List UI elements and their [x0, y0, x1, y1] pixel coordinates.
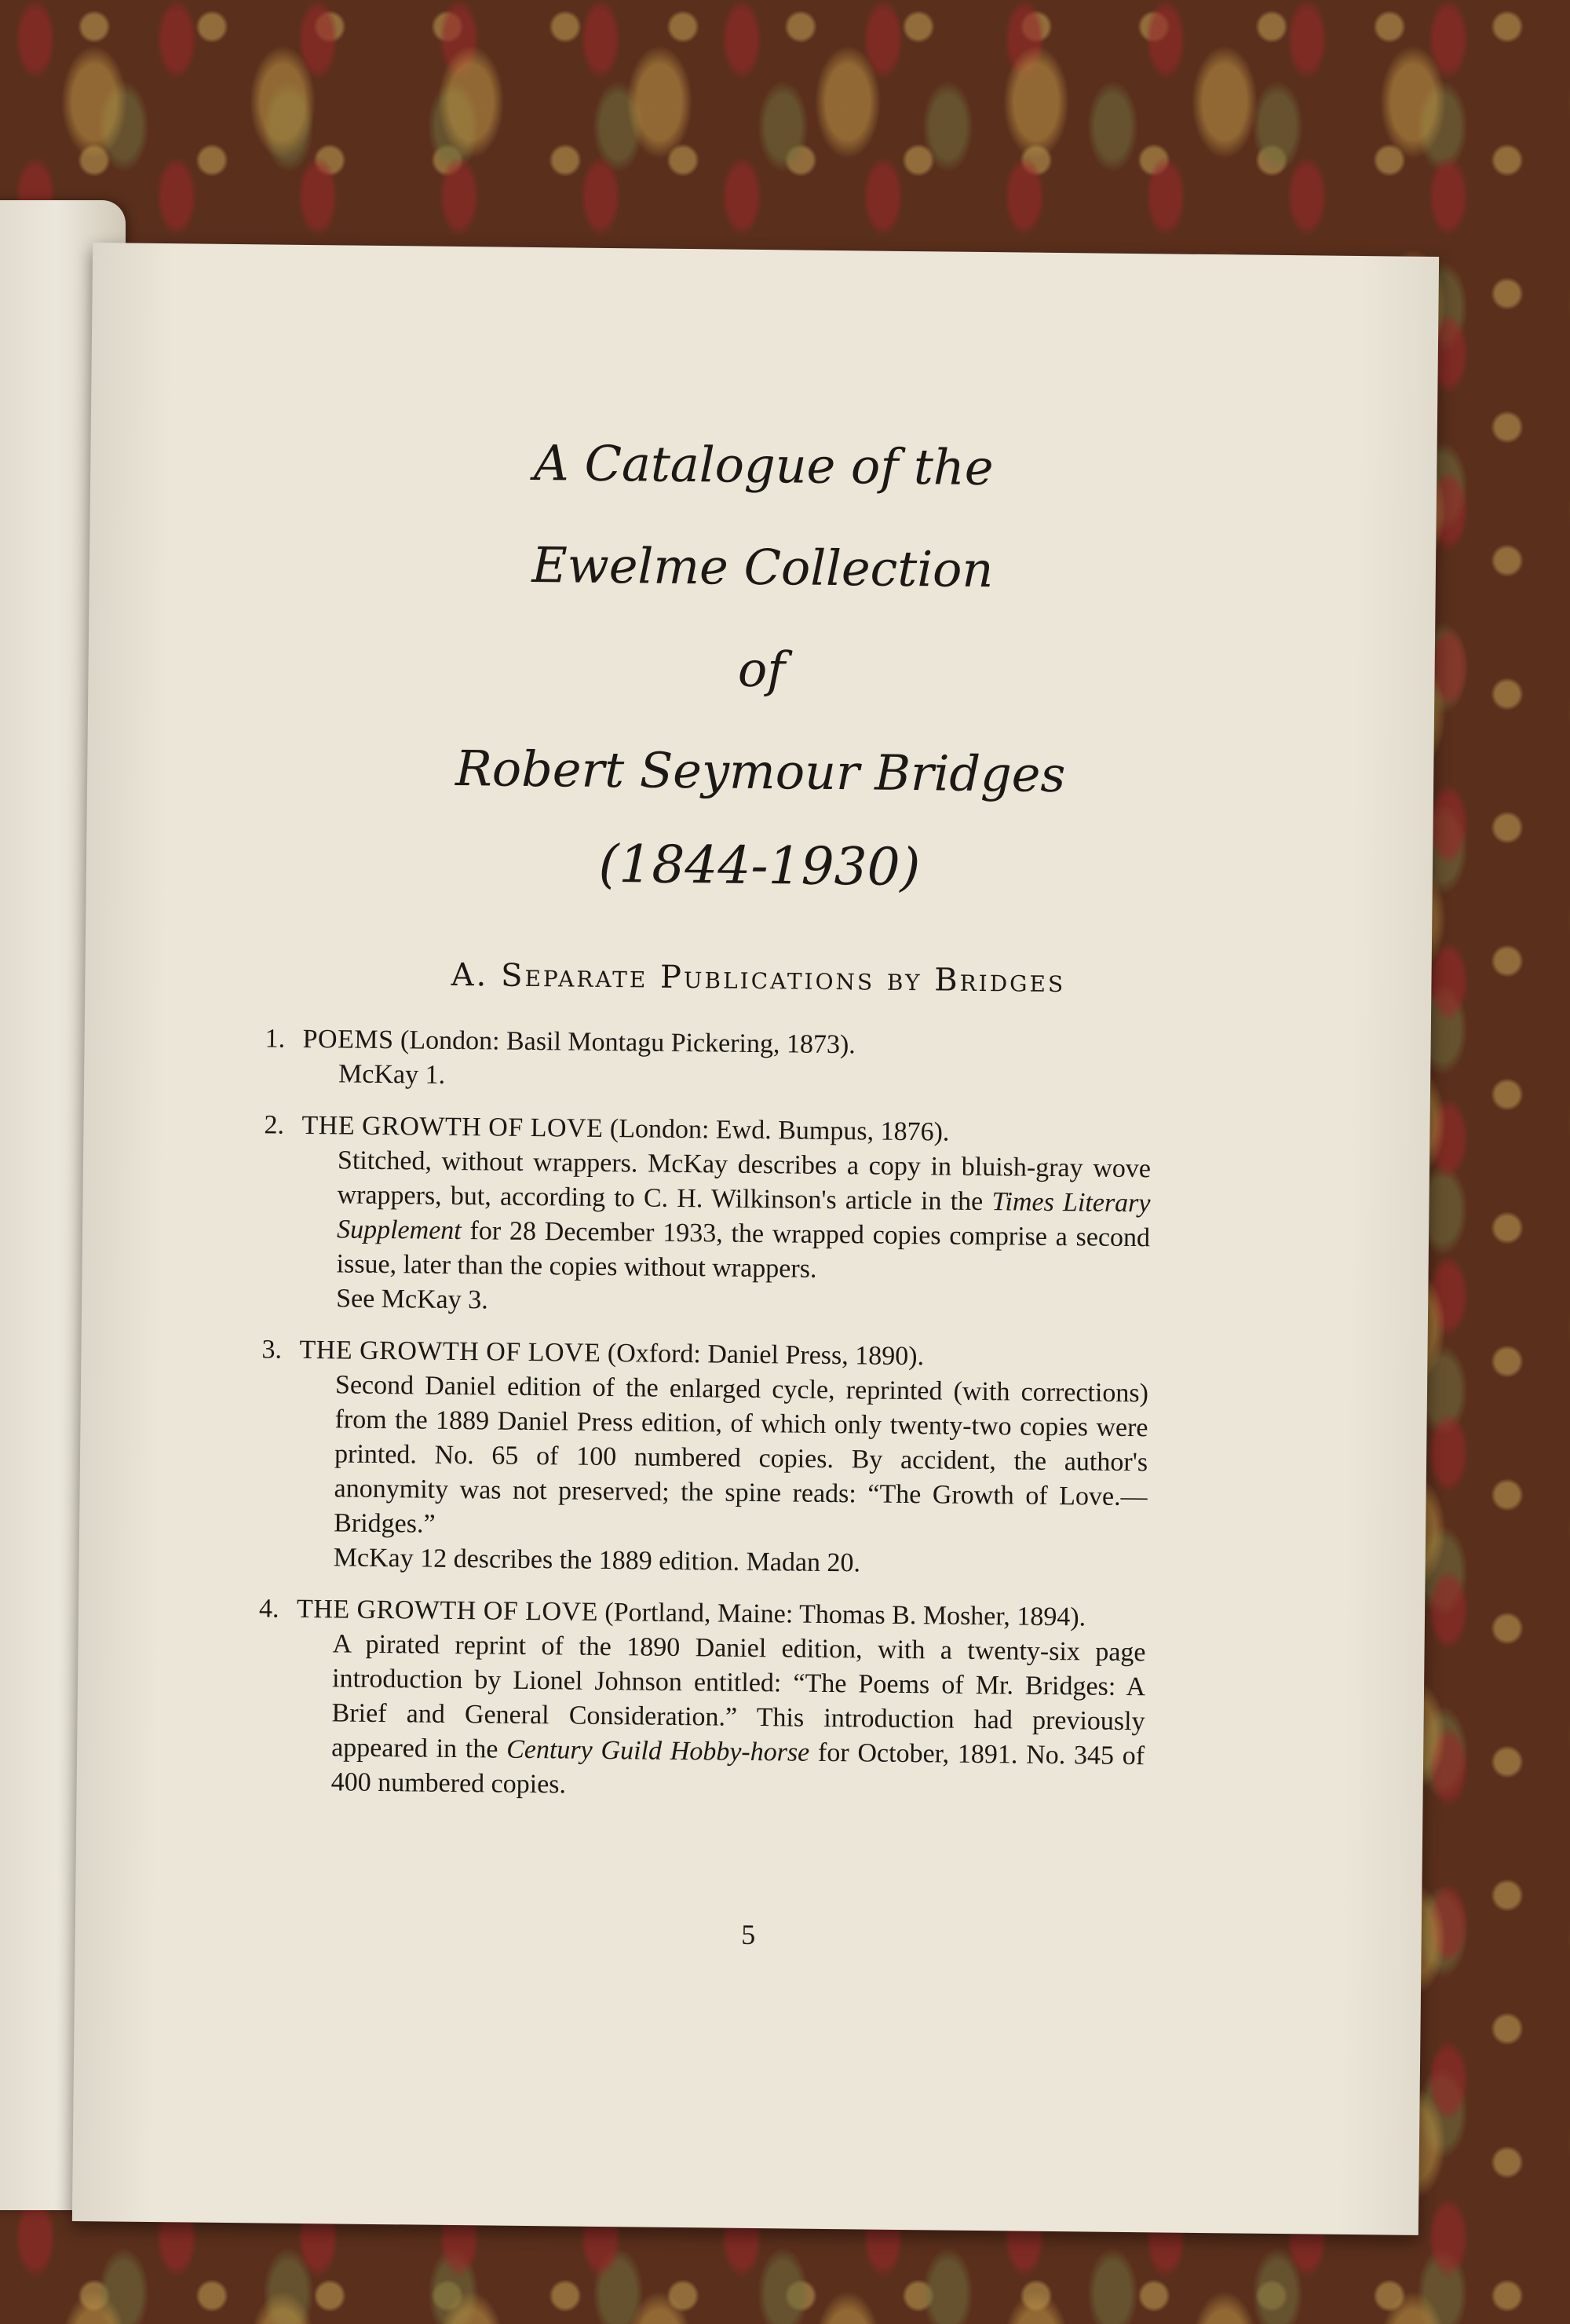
entry-imprint: (London: Ewd. Bumpus, 1876).: [609, 1114, 950, 1147]
entry-number: 3.: [261, 1335, 283, 1365]
title-line-1: A Catalogue of the: [533, 433, 994, 497]
entry-title: THE GROWTH OF LOVE: [296, 1594, 599, 1627]
entry-text: See McKay 3.: [335, 1284, 488, 1315]
entry-text: for October, 1891. No. 345 of 400 numbered copies.: [330, 1738, 1145, 1800]
catalogue-entry: [262, 1108, 1152, 1325]
entry-paragraph: [334, 1368, 1148, 1549]
catalogue-page: [72, 243, 1439, 2235]
entry-title: THE GROWTH OF LOVE: [301, 1110, 604, 1143]
entry-text: McKay 12 describes the 1889 edition. Madan 20.: [333, 1543, 861, 1578]
catalogue-entry: [257, 1591, 1146, 1808]
title-dates: (1844-1930): [598, 833, 921, 898]
catalogue-entry: [265, 1021, 1152, 1100]
entry-text: for 28 December 1933, the wrapped copies comprise a second issue, later than the copies without wrappers.: [336, 1216, 1151, 1284]
entry-imprint: (Portland, Maine: Thomas B. Mosher, 1894).: [604, 1598, 1086, 1632]
entry-number: 1.: [265, 1024, 286, 1054]
section-heading: A. Separate Publications by Bridges: [451, 956, 1066, 1000]
entry-imprint: (London: Basil Montagu Pickering, 1873).: [400, 1025, 856, 1060]
entry-imprint: (Oxford: Daniel Press, 1890).: [607, 1339, 925, 1372]
entry-paragraph: [336, 1143, 1151, 1290]
entry-body: [294, 1627, 1145, 1808]
catalogue-title: [86, 407, 1437, 916]
entry-number: 4.: [258, 1594, 279, 1624]
entry-list: [257, 1021, 1152, 1825]
entry-number: 2.: [264, 1110, 285, 1140]
entry-text: Second Daniel edition of the enlarged cycle, reprinted (with corrections) from the 1889 Daniel Press edition, of which only twenty-two copies were printed. No. 65 of 100 numbered copies. By accident, the author's anonymity was not preserved; the spine reads: “The Growth of Love.—Bridges.”: [333, 1370, 1149, 1539]
entry-body: [300, 1143, 1151, 1325]
entry-title: THE GROWTH OF LOVE: [299, 1335, 601, 1368]
title-line-4: Robert Seymour Bridges: [455, 739, 1066, 804]
title-line-3: of: [737, 640, 786, 699]
page-number: 5: [741, 1918, 756, 1951]
italic-title: Times Literary Supplement: [336, 1187, 1151, 1246]
title-line-2: Ewelme Collection: [531, 535, 994, 599]
italic-title: Century Guild Hobby-horse: [506, 1734, 810, 1767]
catalogue-entry: [259, 1332, 1148, 1584]
entry-text: Stitched, without wrappers. McKay describes a copy in bluish-gray wove wrappers, but, according to C. H. Wilkinson's article in the: [337, 1146, 1152, 1217]
entry-body: [297, 1368, 1148, 1584]
entry-title: POEMS: [302, 1024, 394, 1055]
entry-text: A pirated reprint of the 1890 Daniel edition, with a twenty-six page introduction by Lionel Johnson entitled: “The Poems of Mr. Bridges: A Brief and General Consideration.” This introduction had previously appeared in the: [330, 1629, 1146, 1764]
entry-paragraph: [330, 1627, 1145, 1808]
entry-text: McKay 1.: [338, 1059, 446, 1090]
